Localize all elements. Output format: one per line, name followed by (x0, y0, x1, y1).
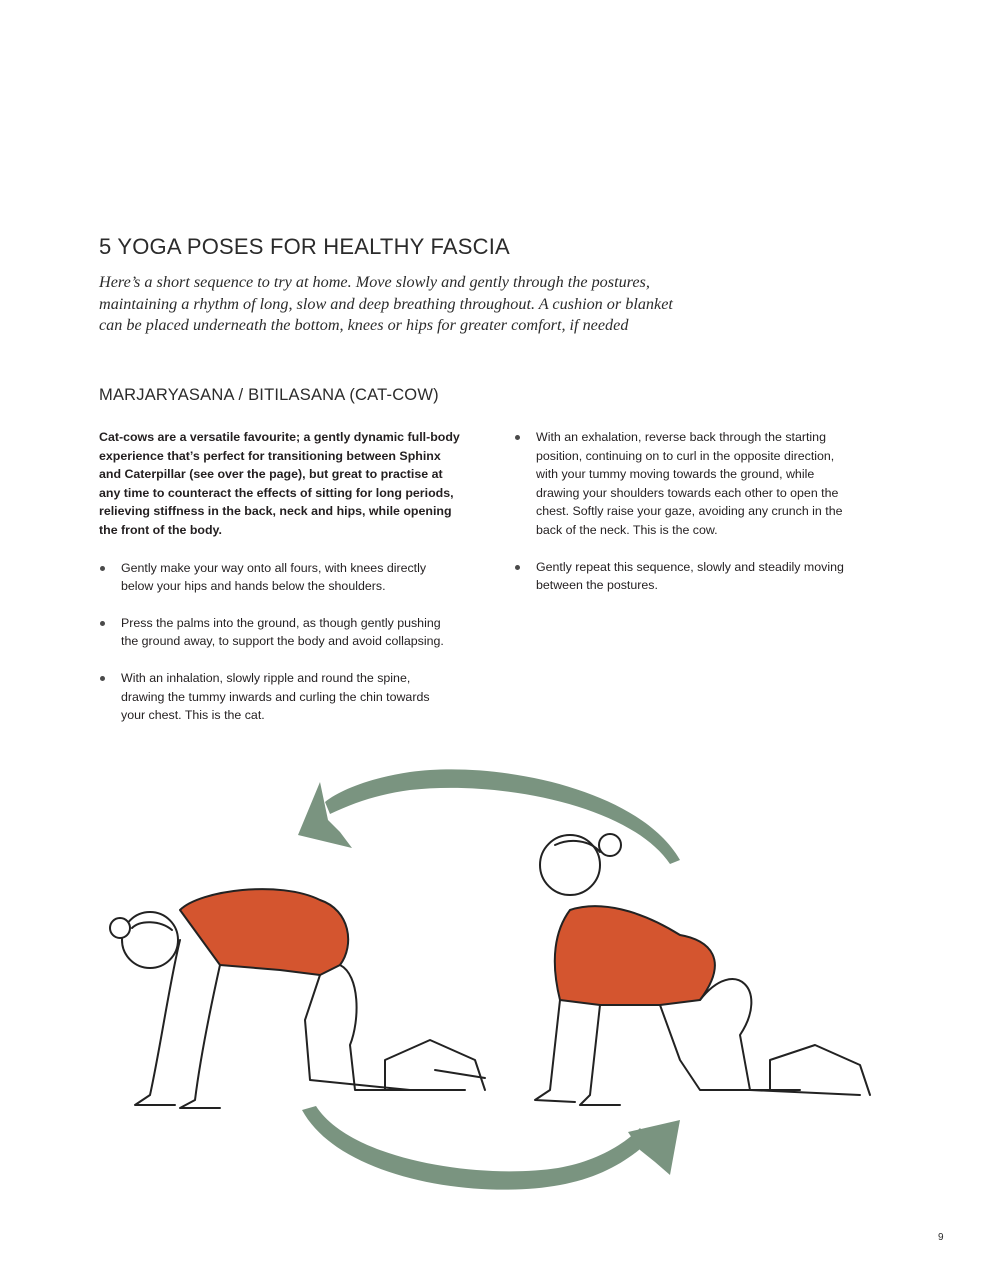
bullet-line: Press the palms into the ground, as though gently pushing (121, 615, 441, 630)
list-item (514, 558, 894, 595)
bullet-line: your chest. This is the cat. (121, 708, 265, 723)
bullet-line: Gently make your way onto all fours, with knees directly (121, 560, 427, 575)
bullet-line: below your hips and hands below the shoulders. (121, 579, 386, 594)
section-title: MARJARYASANA / BITILASANA (CAT-COW) (99, 386, 439, 404)
intro-line: Here’s a short sequence to try at home. Move slowly and gently through the postures, (99, 273, 650, 291)
bullet-line: drawing your shoulders towards each other to open the (536, 485, 839, 500)
lead-line: relieving stiffness in the back, neck and hips, while opening (99, 504, 452, 519)
bullet-line: drawing the tummy inwards and curling the chin towards (121, 689, 430, 704)
arrow-top-icon (298, 769, 680, 864)
bullet-line: the ground away, to support the body and avoid collapsing. (121, 634, 444, 649)
left-column (99, 428, 499, 743)
list-item (99, 669, 499, 725)
right-bullet-list (514, 428, 894, 595)
bullet-line: back of the neck. This is the cow. (536, 522, 718, 537)
lead-line: the front of the body. (99, 522, 222, 537)
bullet-icon (100, 621, 105, 626)
right-column (514, 428, 894, 613)
bullet-line: With an inhalation, slowly ripple and round the spine, (121, 670, 411, 685)
bullet-icon (100, 566, 105, 571)
lead-line: experience that’s perfect for transitioning between Sphinx (99, 448, 441, 463)
list-item (514, 428, 894, 540)
intro-paragraph (99, 272, 739, 337)
intro-line: can be placed underneath the bottom, knees or hips for greater comfort, if needed (99, 316, 629, 334)
intro-line: maintaining a rhythm of long, slow and deep breathing throughout. A cushion or blanket (99, 294, 673, 313)
cat-cow-illustration (80, 760, 940, 1220)
bullet-icon (515, 435, 520, 440)
bullet-line: Gently repeat this sequence, slowly and steadily moving (536, 559, 844, 574)
page-title: 5 YOGA POSES FOR HEALTHY FASCIA (99, 234, 510, 259)
bullet-icon (515, 565, 520, 570)
list-item (99, 614, 499, 651)
bullet-line: with your tummy moving towards the ground, while (536, 467, 815, 482)
bullet-line: position, continuing on to curl in the opposite direction, (536, 448, 835, 463)
lead-line: and Caterpillar (see over the page), but great to practise at (99, 467, 443, 482)
bullet-line: With an exhalation, reverse back through the starting (536, 430, 826, 444)
page-number: 9 (938, 1232, 944, 1243)
arrow-bottom-icon (302, 1106, 680, 1190)
cow-pose-figure (535, 834, 870, 1105)
list-item (99, 559, 499, 596)
lead-line: Cat-cows are a versatile favourite; a gently dynamic full-body (99, 430, 460, 444)
cat-pose-figure (110, 889, 485, 1108)
bullet-icon (100, 676, 105, 681)
bullet-line: chest. Softly raise your gaze, avoiding any crunch in the (536, 504, 843, 519)
left-bullet-list (99, 559, 499, 725)
lead-paragraph (99, 428, 499, 540)
lead-line: any time to counteract the effects of sitting for long periods, (99, 485, 454, 500)
bullet-line: between the postures. (536, 578, 658, 593)
